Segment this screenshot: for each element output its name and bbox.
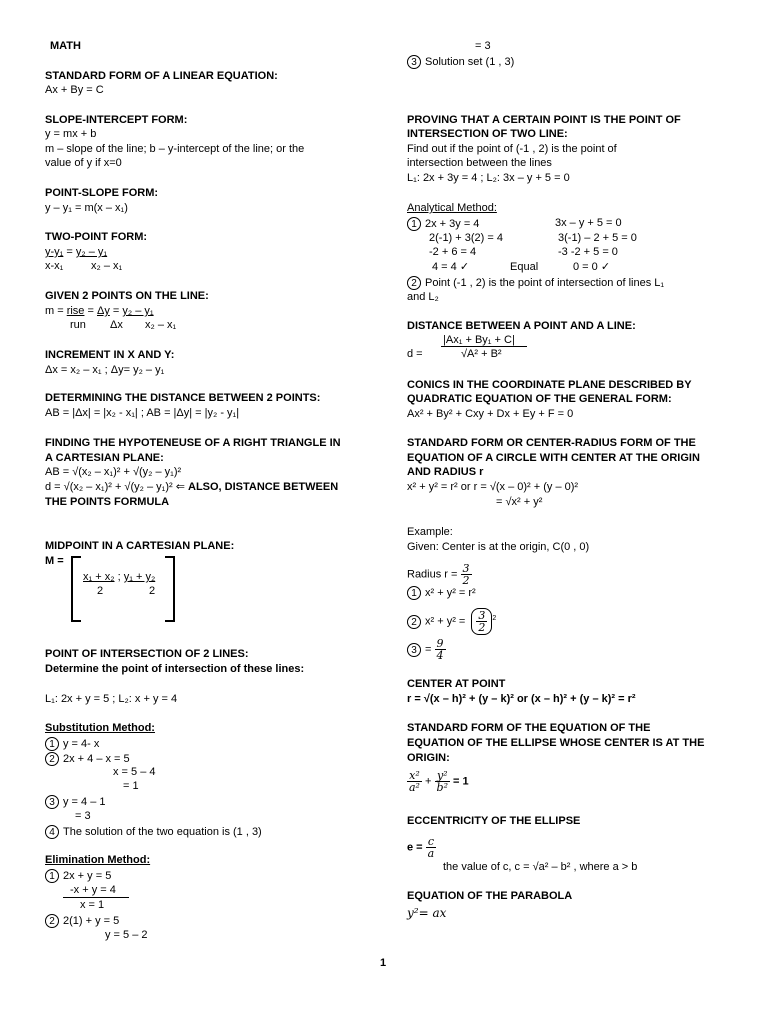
elimination-step-1	[45, 869, 111, 883]
elim-step-1-icon: 1	[45, 869, 59, 883]
eccentricity-label: e =	[407, 841, 423, 854]
analytical-heading: Analytical Method:	[407, 202, 497, 214]
midpoint-numerator	[83, 571, 155, 584]
analytical-5: Point (-1 , 2) is the point of intersection of lines L₁	[425, 276, 665, 289]
eccentricity-fraction	[426, 836, 437, 859]
two-point-line-1	[45, 246, 107, 259]
increment-heading: INCREMENT IN X AND Y:	[45, 349, 175, 361]
step-3-icon: 3	[45, 795, 59, 809]
ellipse-heading-2: EQUATION OF THE ELLIPSE WHOSE CENTER IS AT THE	[407, 737, 705, 749]
intersection-heading: POINT OF INTERSECTION OF 2 LINES:	[45, 648, 249, 660]
two-point-num-right: y₂ – y₁	[75, 246, 108, 258]
intersection-desc: Determine the point of intersection of these lines:	[45, 663, 305, 675]
ellipse-heading-1: STANDARD FORM OF THE EQUATION OF THE	[407, 722, 651, 734]
substitution-step-3b: = 3	[75, 810, 91, 822]
example-step-2-icon: 2	[407, 615, 421, 629]
example-radius	[407, 563, 472, 586]
substitution-step-2c: = 1	[123, 780, 139, 792]
example-given: Given: Center is at the origin, C(0 , 0)	[407, 541, 590, 553]
hypotenuse-heading-1: FINDING THE HYPOTENEUSE OF A RIGHT TRIANGLE IN	[45, 437, 341, 449]
midpoint-label: M =	[45, 555, 64, 567]
radius-num: 3	[462, 562, 470, 575]
circle-heading-3: AND RADIUS r	[407, 466, 484, 478]
example-3-num: 9	[436, 637, 444, 650]
ellipse-y-fraction	[435, 770, 450, 793]
step-2-text: 2x + 4 – x = 5	[63, 752, 130, 765]
step-4-icon: 4	[45, 825, 59, 839]
ellipse-x-den: a²	[409, 781, 420, 794]
example-3-den: 4	[436, 649, 444, 662]
midpoint-heading: MIDPOINT IN A CARTESIAN PLANE:	[45, 540, 235, 552]
point-line-fraction-bar	[441, 346, 527, 347]
proving-desc-1: Find out if the point of (-1 , 2) is the point of	[407, 143, 617, 155]
given-points-heading: GIVEN 2 POINTS ON THE LINE:	[45, 290, 209, 302]
ellipse-plus: +	[425, 775, 432, 788]
circle-heading-1: STANDARD FORM OR CENTER-RADIUS FORM OF THE	[407, 437, 696, 449]
left-bracket	[71, 556, 81, 622]
conics-heading-2: QUADRATIC EQUATION OF THE GENERAL FORM:	[407, 393, 672, 405]
example-2-exp: 2	[492, 614, 497, 622]
elim-step-2-text: 2(1) + y = 5	[63, 914, 120, 927]
radius-fraction	[461, 563, 472, 586]
example-3-fraction	[435, 638, 446, 661]
circle-equation-2: = √x² + y²	[496, 496, 543, 508]
analytical-row-1	[407, 217, 479, 231]
analytical-conclusion	[407, 276, 664, 290]
two-point-den-right: x₂ – x₁	[91, 260, 123, 272]
distance-formula: d = √(x₂ – x₁)² + √(y₂ – y₁)² ⇐	[45, 481, 188, 493]
distance-equation: AB = |Δx| = |x₂ - x₁| ; AB = |Δy| = |y₂ - y₁|	[45, 407, 240, 419]
delta-x-text: Δx	[110, 319, 123, 331]
elim-step-1-text: 2x + y = 5	[63, 869, 112, 882]
elimination-rule	[63, 897, 129, 898]
midpoint-sep: ;	[114, 571, 124, 583]
substitution-step-2	[45, 752, 130, 766]
point-line-d: d =	[407, 348, 423, 360]
analytical-2b: 3(-1) – 2 + 5 = 0	[558, 232, 637, 244]
distance-heading: DETERMINING THE DISTANCE BETWEEN 2 POINTS:	[45, 392, 321, 404]
example-2-text: x² + y² =	[425, 615, 466, 628]
analytical-4b: 0 = 0 ✓	[573, 261, 611, 273]
hypotenuse-heading-3: THE POINTS FORMULA	[45, 496, 170, 508]
analytical-2a: 2(-1) + 3(2) = 4	[429, 232, 503, 244]
midpoint-x-sum: x₁ + x₂	[83, 571, 115, 583]
analytical-4a: 4 = 4 ✓	[432, 261, 470, 273]
step-3-text: y = 4 – 1	[63, 795, 106, 808]
slope-intercept-desc-2: value of y if x=0	[45, 157, 122, 169]
proving-heading-1: PROVING THAT A CERTAIN POINT IS THE POINT OF	[407, 114, 681, 126]
two-point-num-left: y-y₁	[45, 246, 64, 258]
ellipse-heading-3: ORIGIN:	[407, 752, 450, 764]
example-heading: Example:	[407, 526, 453, 538]
standard-form-equation: Ax + By = C	[45, 84, 104, 96]
center-point-equation: r = √(x – h)² + (y – k)² or (x – h)² + (y – k)² = r²	[407, 693, 636, 705]
parabola-heading: EQUATION OF THE PARABOLA	[407, 890, 573, 902]
delta-y-text: Δy	[96, 305, 110, 317]
elimination-step-1b: -x + y = 4	[70, 884, 116, 896]
proving-heading-2: INTERSECTION OF TWO LINE:	[407, 128, 568, 140]
example-step-3-icon: 3	[407, 643, 421, 657]
two-point-heading: TWO-POINT FORM:	[45, 231, 148, 243]
analytical-3b: -3 -2 + 5 = 0	[558, 246, 618, 258]
solution-text: Solution set (1 , 3)	[425, 55, 515, 68]
point-slope-heading: POINT-SLOPE FORM:	[45, 187, 159, 199]
midpoint-den-2: 2	[149, 585, 156, 597]
proving-desc-2: intersection between the lines	[407, 157, 552, 169]
slope-intercept-equation: y = mx + b	[45, 128, 97, 140]
elimination-step-2	[45, 914, 119, 928]
given-points-line-1	[45, 305, 154, 318]
x-diff-text: x₂ – x₁	[145, 319, 177, 331]
eccentricity-den: a	[427, 847, 435, 860]
midpoint-den-1: 2	[97, 585, 104, 597]
example-step-1	[407, 586, 476, 600]
eccentricity-heading: ECCENTRICITY OF THE ELLIPSE	[407, 815, 581, 827]
circle-heading-2: EQUATION OF A CIRCLE WITH CENTER AT THE ORIGIN	[407, 452, 700, 464]
eccentricity-equation	[407, 836, 436, 859]
substitution-step-2b: x = 5 – 4	[113, 766, 156, 778]
hypotenuse-equation-2	[45, 481, 338, 494]
midpoint-y-sum: y₁ + y₂	[123, 571, 156, 583]
eccentricity-num: c	[426, 836, 437, 848]
example-3-text: =	[425, 643, 432, 656]
center-point-heading: CENTER AT POINT	[407, 678, 506, 690]
slope-label: m =	[45, 305, 67, 317]
substitution-step-4	[45, 825, 262, 839]
example-2-num: 3	[478, 609, 486, 622]
example-step-1-icon: 1	[407, 586, 421, 600]
point-line-numerator: |Ax₁ + By₁ + C|	[443, 334, 515, 346]
step-4-text: The solution of the two equation is (1 , 3)	[63, 825, 262, 838]
elim-step-2-icon: 2	[45, 914, 59, 928]
hypotenuse-heading-2: A CARTESIAN PLANE:	[45, 452, 164, 464]
ellipse-y-num: y²	[435, 770, 450, 782]
step-1-text: y = 4- x	[63, 737, 100, 750]
parabola-equation: y²= ax	[407, 906, 447, 920]
doc-title: MATH	[50, 40, 81, 52]
eccentricity-note: the value of c, c = √a² – b² , where a > b	[443, 861, 638, 873]
also-note: ALSO, DISTANCE BETWEEN	[188, 481, 339, 493]
ellipse-x-fraction	[407, 770, 422, 793]
radius-den: 2	[462, 574, 470, 587]
point-slope-equation: y – y₁ = m(x – x₁)	[45, 202, 128, 214]
ellipse-equals: = 1	[453, 775, 469, 788]
circle-equation-1: x² + y² = r² or r = √(x – 0)² + (y – 0)²	[407, 481, 579, 493]
elimination-heading: Elimination Method:	[45, 854, 151, 866]
elimination-step-2b: y = 5 – 2	[105, 929, 148, 941]
increment-equation: Δx = x₂ – x₁ ; Δy= y₂ – y₁	[45, 364, 165, 376]
analytical-1b: 3x – y + 5 = 0	[555, 217, 622, 229]
step-2-icon: 2	[45, 752, 59, 766]
point-line-denominator: √A² + B²	[461, 348, 502, 360]
step-1-icon: 1	[45, 737, 59, 751]
equals-2: =	[109, 305, 123, 317]
hypotenuse-equation-1: AB = √(x₂ – x₁)² + √(y₂ – y₁)²	[45, 466, 182, 478]
substitution-step-1	[45, 737, 99, 751]
ellipse-x-num: x²	[407, 770, 422, 782]
example-1-text: x² + y² = r²	[425, 586, 476, 599]
slope-intercept-heading: SLOPE-INTERCEPT FORM:	[45, 114, 188, 126]
two-point-den-left: x-x₁	[45, 260, 64, 272]
page-number: 1	[380, 957, 387, 969]
ellipse-equation	[407, 770, 469, 793]
analytical-6: and L₂	[407, 291, 439, 303]
analytical-3a: -2 + 6 = 4	[429, 246, 477, 258]
conics-heading-1: CONICS IN THE COORDINATE PLANE DESCRIBED BY	[407, 379, 692, 391]
y-diff-text: y₂ – y₁	[122, 305, 154, 317]
equals-1: =	[84, 305, 97, 317]
example-step-2	[407, 608, 496, 635]
two-point-equals: =	[63, 246, 76, 258]
point-line-heading: DISTANCE BETWEEN A POINT AND A LINE:	[407, 320, 636, 332]
continued-equals: = 3	[475, 40, 491, 52]
analytical-1a: 2x + 3y = 4	[425, 217, 480, 230]
slope-intercept-desc: m – slope of the line; b – y-intercept of the line; or the	[45, 143, 305, 155]
right-bracket	[165, 556, 175, 622]
analytical-step-2-icon: 2	[407, 276, 421, 290]
solution-set	[407, 55, 514, 69]
run-text: run	[70, 319, 86, 331]
proving-lines: L₁: 2x + 3y = 4 ; L₂: 3x – y + 5 = 0	[407, 172, 570, 184]
conics-equation: Ax² + By² + Cxy + Dx + Ey + F = 0	[407, 408, 574, 420]
example-step-3	[407, 638, 446, 661]
standard-form-heading: STANDARD FORM OF A LINEAR EQUATION:	[45, 70, 278, 82]
analytical-step-1-icon: 1	[407, 217, 421, 231]
solution-step-icon: 3	[407, 55, 421, 69]
example-2-paren	[471, 608, 492, 635]
ellipse-y-den: b²	[436, 781, 448, 794]
intersection-lines: L₁: 2x + y = 5 ; L₂: x + y = 4	[45, 693, 178, 705]
example-2-fraction	[476, 610, 487, 633]
elimination-step-1c: x = 1	[80, 899, 105, 911]
rise-text: rise	[66, 305, 85, 317]
analytical-equal: Equal	[510, 261, 539, 273]
substitution-step-3	[45, 795, 106, 809]
radius-label: Radius r =	[407, 568, 458, 581]
substitution-heading: Substitution Method:	[45, 722, 155, 734]
example-2-den: 2	[478, 621, 486, 634]
